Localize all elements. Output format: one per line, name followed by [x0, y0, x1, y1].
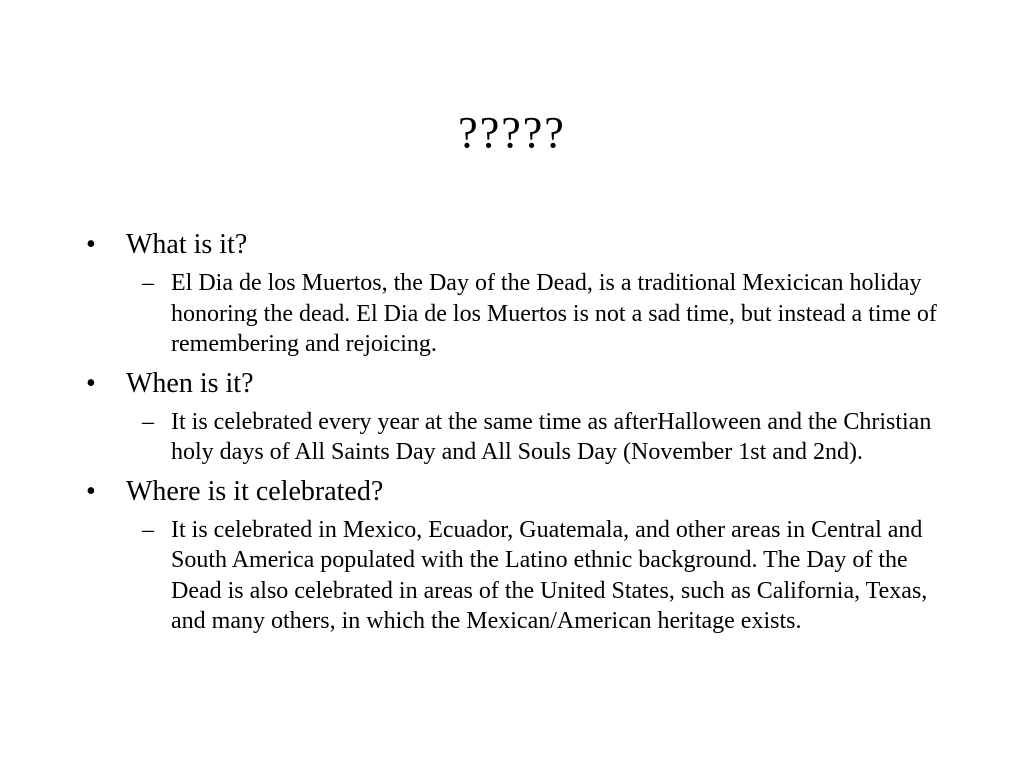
sub-bullet-marker: – — [142, 408, 154, 435]
sub-bullet-text: It is celebrated in Mexico, Ecuador, Guatemala, and other areas in Central and South America populated with the Latino ethnic background. The Day of the Dead is also celebrated in areas of the United States, such as California, Texas, and many others, in which the Mexican/American heritage exists. — [171, 516, 928, 634]
sub-bullet-marker: – — [142, 516, 154, 543]
sub-bullet-item — [142, 268, 944, 360]
sub-bullet-item — [142, 515, 944, 637]
sub-bullet-marker: – — [142, 270, 154, 296]
bullet-item — [84, 473, 944, 511]
bullet-item — [84, 226, 944, 264]
bullet-text: What is it? — [126, 229, 248, 260]
bullet-text: When is it? — [126, 367, 254, 399]
sub-bullet-item — [142, 407, 944, 468]
slide-title: ????? — [458, 108, 566, 157]
bullet-item — [84, 365, 944, 403]
sub-bullet-text: El Dia de los Muertos, the Day of the Dead, is a traditional Mexicican holiday honoring the dead. El Dia de los Muertos is not a sad time, but instead a time of remembering and rejoicing. — [171, 270, 937, 357]
slide-content — [84, 226, 944, 637]
sub-bullet-text: It is celebrated every year at the same time as afterHalloween and the Christian holy days of All Saints Day and All Souls Day (November 1st and 2nd). — [171, 408, 932, 465]
bullet-marker: • — [86, 367, 96, 399]
bullet-text: Where is it celebrated? — [126, 475, 384, 507]
bullet-marker: • — [86, 475, 96, 507]
bullet-marker: • — [86, 229, 96, 260]
